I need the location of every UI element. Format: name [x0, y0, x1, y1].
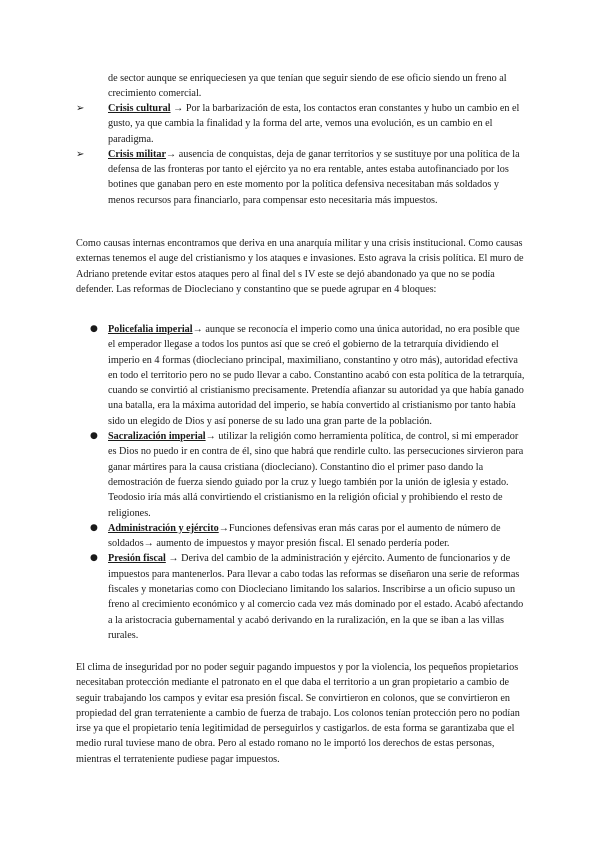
- term-sacralizacion-imperial: Sacralización imperial: [108, 431, 206, 443]
- item-text: utilizar la religión como herramienta política, de control, si mi emperador es Dios no puedo ir en contra de él, sino que habrá que rendirle culto. las persecuciones sirvieron para ganar mártires para la causa cristiana (diocleciano). Constantino dio el primer paso dando la demostración de fuerza siendo guiado por la cruz y luego también por la unión de iglesia y estado. Teodosio iría más allá convirtiendo el cristianismo en la religión oficial y prohibiendo el resto de religiones.: [108, 431, 524, 519]
- bullet-dot-icon: ●: [90, 522, 98, 533]
- item-text: Por la barbarización de esta, los contactos eran constantes y hubo un cambio en el gusto, ya que cambia la finalidad y la forma del arte, vemos una evolución, es un cambio en el paradigma.: [108, 103, 520, 145]
- bullet-dot-icon: ●: [90, 324, 98, 334]
- list-item-crisis-militar: [76, 147, 526, 208]
- arrow-icon: →: [166, 148, 179, 160]
- list-item-sacralizacion: [76, 429, 526, 521]
- list-item-crisis-cultural: [76, 101, 526, 147]
- item-text: Deriva del cambio de la administración y ejército. Aumento de funcionarios y de impuestos para mantenerlos. Para llevar a cabo todas las reformas se diseñaron una serie de reformas fiscales y monetarias como con Diocleciano limitando los salarios. Inscribirse a un oficio supuso un freno al crecimiento económico y al comercio cada vez más dominado por el estado. Acabó afectando a la aristocracia gubernamental y acabó derivando en la ruralización, en la que se iban a las villas rurales.: [108, 553, 524, 641]
- arrow-icon: →: [218, 522, 229, 534]
- reform-list: [76, 322, 526, 643]
- item-text: Funciones defensivas eran más caras por el aumento de número de soldados→ aumento de impuestos y mayor presión fiscal. El senado perdería poder.: [108, 522, 501, 550]
- list-item-policefalia: [76, 322, 526, 429]
- arrowhead-bullet-icon: ➢: [76, 103, 85, 114]
- arrow-icon: →: [192, 324, 206, 335]
- arrowhead-bullet-icon: ➢: [76, 148, 85, 160]
- term-policefalia-imperial: Policefalia imperial: [108, 324, 193, 335]
- arrow-icon: →: [170, 103, 186, 114]
- term-presion-fiscal: Presión fiscal: [108, 553, 166, 565]
- term-administracion-ejercito: Administración y ejército: [108, 522, 219, 534]
- term-crisis-militar: Crisis militar: [108, 148, 167, 160]
- bullet-dot-icon: ●: [90, 553, 98, 564]
- crisis-list: [76, 101, 526, 208]
- term-crisis-cultural: Crisis cultural: [108, 103, 171, 114]
- arrow-icon: →: [165, 553, 182, 565]
- continuation-text: de sector aunque se enriqueciesen ya que tenían que seguir siendo de ese oficio siendo un freno al crecimiento comercial.: [108, 73, 507, 100]
- item-text: aunque se reconocía el imperio como una única autoridad, no era posible que el emperador llegase a todos los puntos así que se creó el gobierno de la tetrarquía dividiendo el imperio en 4 formas (diocleciano principal, maximiliano, constantino y otro más), autoridad efectiva en todo el territorio pero no se pudo llevar a cabo. Constantino acabó con esta política de la tetrarquía, cuando se convirtió al cristianismo precisamente. Pretendía afianzar su autoridad ya que había ganado una batalla, era la máxima autoridad del imperio, se había convertido al cristianismo por tanto había sido un elegido de Dios y así ponerse de su lado una gran parte de la población.: [108, 324, 525, 427]
- item-text: ausencia de conquistas, deja de ganar territorios y se sustituye por una política de la defensa de las fronteras por tanto el ejército ya no era rentable, antes estaba autofinanciado por los botines que ganaban pero en este momento por la política defensiva necesitaban más soldados y menos recursos para financiarlo, para compensar esto necesitaria más impuestos.: [108, 148, 520, 206]
- arrow-icon: →: [205, 431, 219, 443]
- list-item-administracion: [76, 521, 526, 552]
- list-item-presion-fiscal: [76, 551, 526, 643]
- paragraph-colonos: El clima de inseguridad por no poder seguir pagando impuestos y por la violencia, los pequeños propietarios necesitaban protección mediante el patronato en el que daba el territorio a un gran propietario a cambio de seguir trabajando los campos y evitar esa presión fiscal. Se convirtieron en colonos, que se convirtieron en propiedad del gran terrateniente a cambio de fuerza de trabajo. Los colonos tenían protección pero no podían irse ya que el propietario tenía legitimidad de perseguirlos y castigarlos. de esta forma se garantizaba que el medio rural tuviese mano de obra. Pero al estado romano no le importó los derechos de estas personas, mientras el terrateniente pudiese pagar impuestos.: [76, 662, 520, 765]
- bullet-dot-icon: ●: [90, 431, 98, 442]
- paragraph-causes: Como causas internas encontramos que deriva en una anarquía militar y una crisis institucional. Como causas externas tenemos el auge del cristianismo y los ataques e invasiones. Esto agrava la crisis política. El muro de Adriano pretende evitar estos ataques pero al final del s IV este se dejó abandonado ya que no se podía defender. Las reformas de Diocleciano y constantino que se puede agrupar en 4 bloques:: [76, 238, 524, 295]
